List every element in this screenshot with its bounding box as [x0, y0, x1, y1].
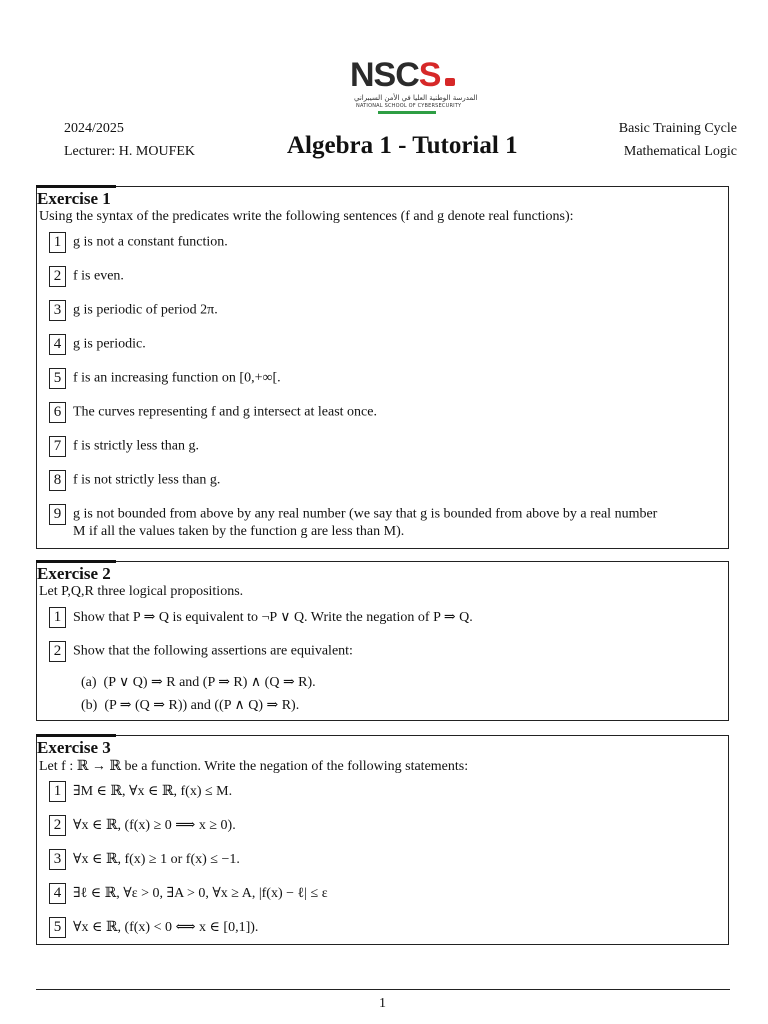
list-item: [49, 781, 232, 802]
item-number: 8: [49, 470, 66, 491]
exercise-bar: [36, 185, 116, 188]
item-number: 3: [49, 849, 66, 870]
list-item: [49, 607, 473, 628]
item-text: f is an increasing function on [0,+∞[.: [73, 370, 281, 386]
exercise-2: [36, 561, 729, 721]
item-number: 3: [49, 300, 66, 321]
item-text-continued: M if all the values taken by the function g are less than M).: [73, 524, 405, 539]
list-item: [49, 334, 146, 355]
exercise-intro: Let P,Q,R three logical propositions.: [39, 584, 244, 599]
list-item: [49, 917, 258, 938]
item-number: 4: [49, 883, 66, 904]
list-item: [49, 266, 124, 287]
logo-english: NATIONAL SCHOOL OF CYBERSECURITY: [356, 103, 462, 109]
exercise-title: Exercise 2: [37, 564, 111, 583]
logo-arabic: المدرسة الوطنية العليا في الأمن السيبراني: [354, 94, 478, 102]
page-title: Algebra 1 - Tutorial 1: [287, 132, 518, 159]
sub-item: [81, 697, 299, 714]
list-item: [49, 641, 353, 662]
item-text: The curves representing f and g intersect at least once.: [73, 404, 377, 420]
item-number: 1: [49, 781, 66, 802]
item-text: Show that the following assertions are equivalent:: [73, 643, 353, 659]
item-number: 5: [49, 368, 66, 389]
sub-item-text: (P ⇒ (Q ⇒ R)) and ((P ∧ Q) ⇒ R).: [104, 698, 300, 713]
list-item: [49, 470, 220, 491]
list-item: [49, 300, 218, 321]
item-number: 6: [49, 402, 66, 423]
exercise-bar: [36, 734, 116, 737]
sub-item-label: (a): [81, 675, 97, 690]
exercise-intro: Using the syntax of the predicates write the following sentences (f and g denote real functions):: [39, 209, 574, 224]
item-text: ∀x ∈ ℝ, (f(x) ≥ 0 ⟹ x ≥ 0).: [73, 818, 236, 833]
item-text: f is even.: [73, 268, 124, 284]
sub-item: [81, 674, 316, 691]
item-number: 1: [49, 607, 66, 628]
item-number: 9: [49, 504, 66, 525]
school-logo: [350, 56, 478, 114]
exercise-bar: [36, 560, 116, 563]
item-number: 2: [49, 266, 66, 287]
lock-icon: [445, 78, 455, 86]
item-number: 7: [49, 436, 66, 457]
lecturer: Lecturer: H. MOUFEK: [64, 144, 196, 159]
exercise-1: [36, 186, 729, 549]
footer-divider: [36, 989, 730, 990]
item-text: g is not a constant function.: [73, 234, 228, 250]
sub-item-text: (P ∨ Q) ⇒ R and (P ⇒ R) ∧ (Q ⇒ R).: [103, 675, 316, 690]
page-number: 1: [379, 996, 386, 1011]
item-number: 2: [49, 815, 66, 836]
training-cycle: Basic Training Cycle: [618, 121, 737, 136]
item-text: ∃ℓ ∈ ℝ, ∀ε > 0, ∃A > 0, ∀x ≥ A, |f(x) − ℓ| ≤ ε: [73, 886, 328, 901]
item-text: f is not strictly less than g.: [73, 472, 221, 488]
item-text: ∀x ∈ ℝ, (f(x) < 0 ⟺ x ∈ [0,1]).: [73, 920, 259, 935]
exercise-3: [36, 735, 729, 945]
logo-underline: [378, 111, 436, 114]
subject: Mathematical Logic: [623, 144, 737, 159]
list-item: [49, 849, 240, 870]
item-text: g is periodic.: [73, 336, 146, 352]
list-item: [49, 883, 328, 904]
list-item: [49, 504, 657, 525]
item-text: f is strictly less than g.: [73, 438, 199, 454]
item-number: 4: [49, 334, 66, 355]
item-number: 2: [49, 641, 66, 662]
exercise-title: Exercise 3: [37, 738, 111, 757]
exercise-title: Exercise 1: [37, 189, 111, 208]
item-text: ∀x ∈ ℝ, f(x) ≥ 1 or f(x) ≤ −1.: [73, 852, 240, 867]
item-text: g is periodic of period 2π.: [73, 302, 218, 318]
item-number: 1: [49, 232, 66, 253]
list-item: [49, 368, 281, 389]
item-text: ∃M ∈ ℝ, ∀x ∈ ℝ, f(x) ≤ M.: [73, 784, 233, 799]
item-text: Show that P ⇒ Q is equivalent to ¬P ∨ Q. Write the negation of P ⇒ Q.: [73, 610, 473, 625]
list-item: [49, 436, 199, 457]
list-item: [49, 402, 377, 423]
sub-item-label: (b): [81, 698, 98, 713]
list-item: [49, 815, 236, 836]
list-item: [49, 232, 228, 253]
logo-text: NSCS: [350, 56, 441, 94]
item-text: g is not bounded from above by any real number (we say that g is bounded from above by a real number: [73, 506, 658, 522]
exercise-intro: Let f : ℝ → ℝ be a function. Write the negation of the following statements:: [39, 759, 469, 774]
item-number: 5: [49, 917, 66, 938]
academic-year: 2024/2025: [64, 121, 124, 136]
